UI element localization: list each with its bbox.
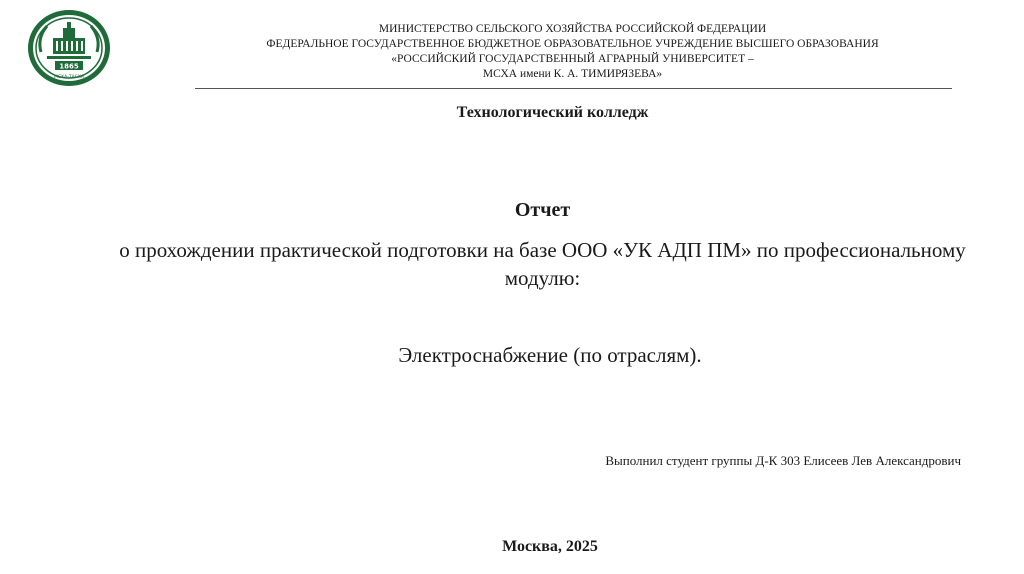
header-line-3: «РОССИЙСКИЙ ГОСУДАРСТВЕННЫЙ АГРАРНЫЙ УНИВЕРСИТЕТ – xyxy=(391,53,754,65)
ministry-header xyxy=(195,22,950,82)
header-line-4: МСХА имени К. А. ТИМИРЯЗЕВА» xyxy=(482,68,663,80)
module-name: Электроснабжение (по отраслям). xyxy=(398,343,702,367)
report-title: Отчет xyxy=(514,199,571,221)
report-subtitle: о прохождении практической подготовки на базе ООО «УК АДП ПМ» по профессиональному модулю: xyxy=(119,238,966,290)
header-divider xyxy=(195,88,952,89)
city-year: Москва, 2025 xyxy=(502,538,598,555)
emblem-year: 1865 xyxy=(59,62,79,71)
header-line-1: МИНИСТЕРСТВО СЕЛЬСКОГО ХОЗЯЙСТВА РОССИЙСКОЙ ФЕДЕРАЦИИ xyxy=(378,23,767,35)
college-name: Технологический колледж xyxy=(456,104,649,121)
student-info: Выполнил студент группы Д-К 303 Елисеев Лев Александрович xyxy=(605,453,961,468)
header-line-2: ФЕДЕРАЛЬНОЕ ГОСУДАРСТВЕННОЕ БЮДЖЕТНОЕ ОБРАЗОВАТЕЛЬНОЕ УЧРЕЖДЕНИЕ ВЫСШЕГО ОБРАЗОВАНИЯ xyxy=(266,38,879,50)
emblem-motto: МСХА-ТАСХА xyxy=(54,75,84,80)
university-emblem xyxy=(25,8,113,88)
